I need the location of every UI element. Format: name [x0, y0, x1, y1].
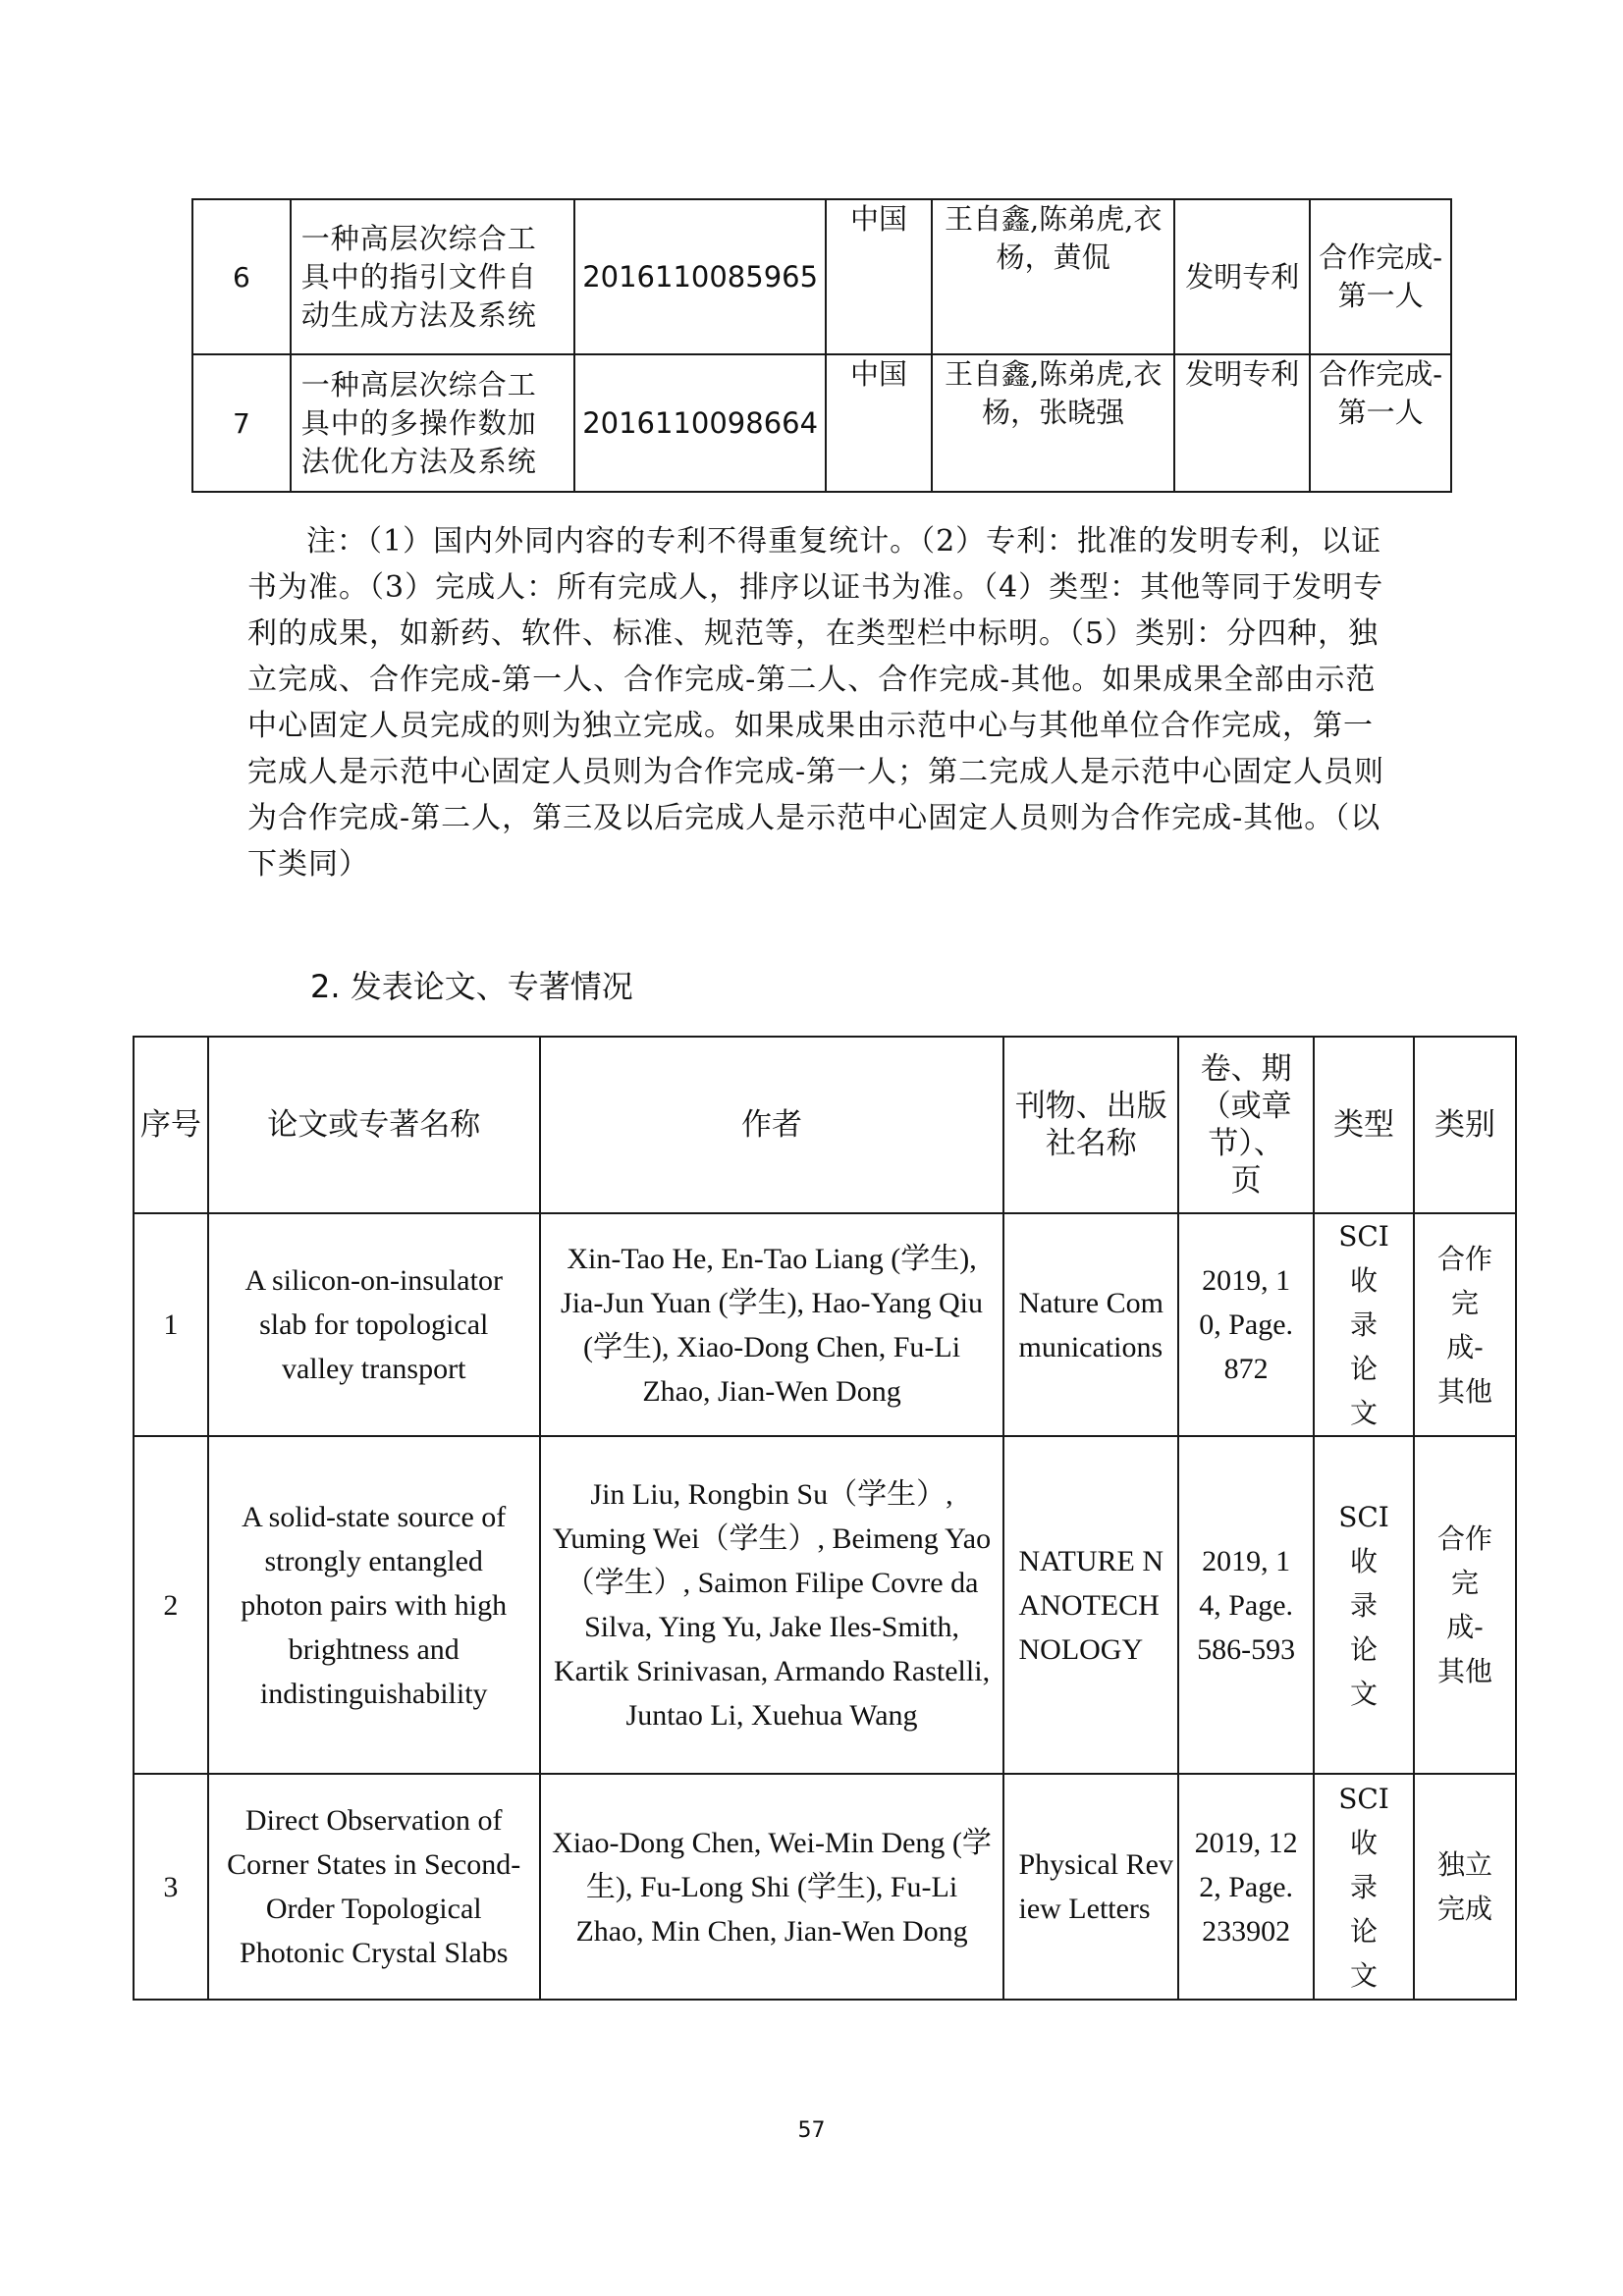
table-row — [134, 1436, 1516, 1774]
header-journal: 刊物、出版社名称 — [1003, 1037, 1178, 1213]
table-row — [134, 1774, 1516, 2000]
patent-type: 发明专利 — [1174, 354, 1310, 492]
paper-no: 1 — [134, 1213, 208, 1436]
paper-journal: Physical Review Letters — [1003, 1774, 1178, 2000]
paper-category: 独立完成 — [1414, 1774, 1516, 2000]
paper-type: SCI收录论文 — [1314, 1774, 1414, 2000]
paper-volume: 2019, 14, Page.586-593 — [1178, 1436, 1314, 1774]
paper-authors: Jin Liu, Rongbin Su（学生）, Yuming Wei（学生）, Beimeng Yao（学生）, Saimon Filipe Covre da Silva, Ying Yu, Jake Iles-Smith, Kartik Srinivasan, Armando Rastelli, Juntao Li, Xuehua Wang — [540, 1436, 1004, 1774]
patent-no: 7 — [192, 354, 291, 492]
patent-country: 中国 — [826, 354, 932, 492]
patent-number: 2016110098664 — [574, 354, 826, 492]
patent-country: 中国 — [826, 199, 932, 354]
paper-type: SCI收录论文 — [1314, 1213, 1414, 1436]
patent-name: 一种高层次综合工具中的多操作数加法优化方法及系统 — [291, 354, 574, 492]
patent-number: 2016110085965 — [574, 199, 826, 354]
patent-name: 一种高层次综合工具中的指引文件自动生成方法及系统 — [291, 199, 574, 354]
paper-no: 3 — [134, 1774, 208, 2000]
paper-journal: Nature Communications — [1003, 1213, 1178, 1436]
header-type: 类型 — [1314, 1037, 1414, 1213]
table-row — [192, 199, 1451, 354]
header-category: 类别 — [1414, 1037, 1516, 1213]
notes — [247, 518, 1386, 887]
paper-title: A silicon-on-insulator slab for topological valley transport — [208, 1213, 540, 1436]
header-no: 序号 — [134, 1037, 208, 1213]
patent-inventors: 王自鑫,陈弟虎,衣杨，黄侃 — [932, 199, 1175, 354]
header-volume: 卷、期（或章节）、页 — [1178, 1037, 1314, 1213]
paper-journal: NATURE NANOTECHNOLOGY — [1003, 1436, 1178, 1774]
paper-authors: Xin-Tao He, En-Tao Liang (学生), Jia-Jun Yuan (学生), Hao-Yang Qiu (学生), Xiao-Dong Chen, Fu-Li Zhao, Jian-Wen Dong — [540, 1213, 1004, 1436]
paper-no: 2 — [134, 1436, 208, 1774]
paper-volume: 2019, 10, Page.872 — [1178, 1213, 1314, 1436]
notes-text: 注：（1）国内外同内容的专利不得重复统计。（2）专利：批准的发明专利，以证书为准。（3）完成人：所有完成人，排序以证书为准。（4）类型：其他等同于发明专利的成果，如新药、软件、标准、规范等，在类型栏中标明。（5）类别：分四种，独立完成、合作完成-第一人、合作完成-第二人、合作完成-其他。如果成果全部由示范中心固定人员完成的则为独立完成。如果成果由示范中心与其他单位合作完成，第一完成人是示范中心固定人员则为合作完成-第一人；第二完成人是示范中心固定人员则为合作完成-第二人，第三及以后完成人是示范中心固定人员则为合作完成-其他。（以下类同） — [247, 524, 1385, 881]
header-title: 论文或专著名称 — [208, 1037, 540, 1213]
table-row — [192, 354, 1451, 492]
paper-title: A solid-state source of strongly entangled photon pairs with high brightness and indistinguishability — [208, 1436, 540, 1774]
page-number: 57 — [797, 2118, 826, 2143]
patent-category: 合作完成-第一人 — [1310, 199, 1451, 354]
paper-category: 合作完成-其他 — [1414, 1213, 1516, 1436]
patent-no: 6 — [192, 199, 291, 354]
header-authors: 作者 — [540, 1037, 1004, 1213]
table-header-row — [134, 1037, 1516, 1213]
patent-category: 合作完成-第一人 — [1310, 354, 1451, 492]
table-row — [134, 1213, 1516, 1436]
patent-inventors: 王自鑫,陈弟虎,衣杨，张晓强 — [932, 354, 1175, 492]
paper-authors: Xiao-Dong Chen, Wei-Min Deng (学生), Fu-Long Shi (学生), Fu-Li Zhao, Min Chen, Jian-Wen Dong — [540, 1774, 1004, 2000]
patent-type: 发明专利 — [1174, 199, 1310, 354]
paper-category: 合作完成-其他 — [1414, 1436, 1516, 1774]
paper-type: SCI收录论文 — [1314, 1436, 1414, 1774]
section-heading: 2. 发表论文、专著情况 — [310, 968, 633, 1005]
patent-table — [191, 198, 1452, 493]
paper-title: Direct Observation of Corner States in Second-Order Topological Photonic Crystal Slabs — [208, 1774, 540, 2000]
paper-table — [133, 1036, 1517, 2001]
paper-volume: 2019, 122, Page.233902 — [1178, 1774, 1314, 2000]
